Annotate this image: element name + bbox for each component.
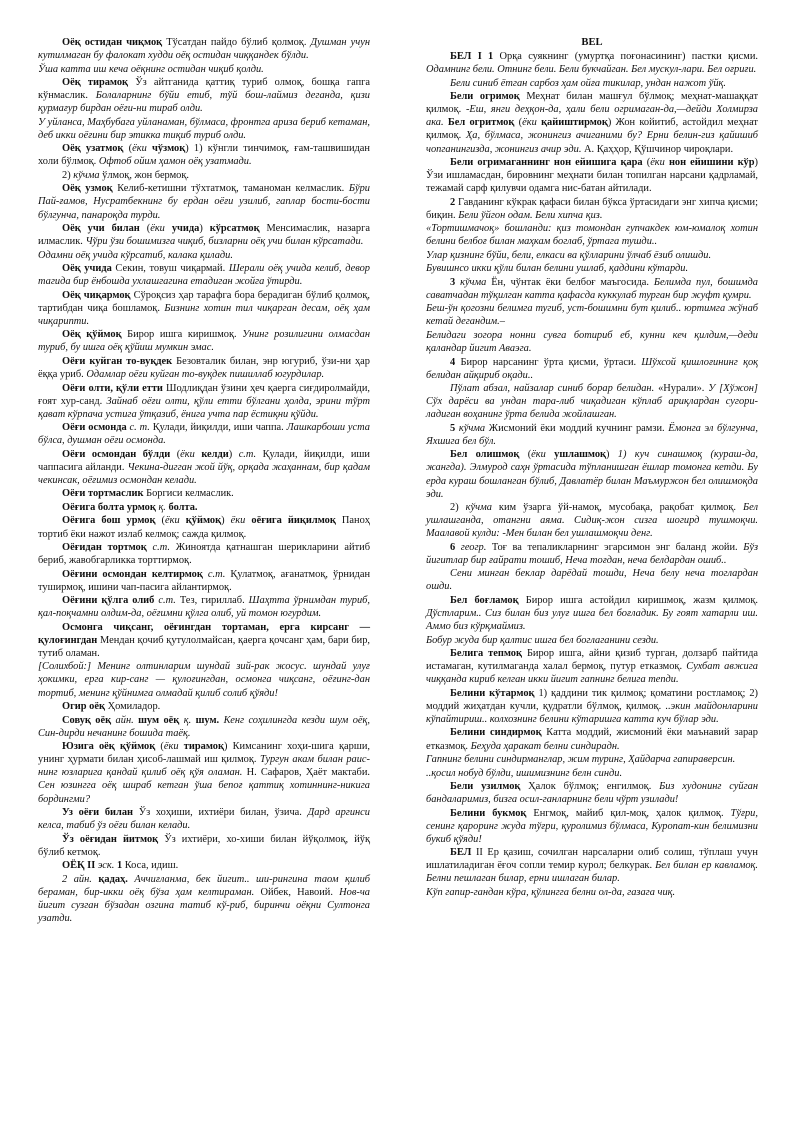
text-run: ) bbox=[228, 448, 239, 460]
italic-text: с. т. bbox=[129, 422, 150, 434]
italic-text: Тўғри, сенинг қароринг жуда тўғри, қуролимиз бўлмаса, Куропат-кин белимизни букиб қўяди! bbox=[426, 807, 758, 845]
text-run: Қулатмоқ, ағанатмоқ, ўрнидан туширмоқ, ишини чап-пасига айлантирмоқ. bbox=[38, 568, 370, 593]
italic-text: Болаларнинг бўйи етиб, тўй бош-лаймиз деганда, қизи қурмағур бирдан оёғи-ни тираб олди. bbox=[38, 90, 370, 115]
entry-paragraph bbox=[426, 780, 758, 806]
italic-text: кўчма bbox=[460, 276, 487, 288]
headword: Оёғи осмондан бўлди bbox=[62, 448, 171, 460]
italic-text: Одамлар оёғи куйган то-вуқдек пишиллаб югурдилар. bbox=[86, 369, 325, 381]
headword: Белига тепмоқ bbox=[450, 648, 522, 660]
headword: Оёқ учи билан bbox=[62, 223, 140, 235]
entry-paragraph bbox=[426, 687, 758, 726]
headword: Бел олишмоқ bbox=[450, 449, 520, 461]
italic-text: Беш-ўн қогозни белимга тугиб, уст-бошимни бут қилиб.. юртимга жўнаб кетай дегандим.– bbox=[426, 303, 758, 328]
entry-paragraph bbox=[38, 700, 370, 713]
text-run: Безовталик билан, энр югуриб, ўзи-ни ҳар ёққа уриб. bbox=[38, 355, 370, 381]
italic-text: Аччиғланма, бек йигит.. ши-рингина таом қилиб бераман, бир-икки оёқ бўза ҳам келтираман. bbox=[38, 873, 370, 898]
example-paragraph bbox=[426, 329, 758, 355]
italic-text: Бўри Пай-ғамов, Нусратбекнинг бу ердан оёғи узилиб, гаплар бости-бости бўлгунча, панароқда турди. bbox=[38, 183, 370, 221]
italic-text: Сухбат авжига чиққанда кириб келган икки йигит гапнинг белига тепди. bbox=[426, 661, 758, 686]
headword: қўймоқ bbox=[185, 515, 222, 527]
entry-paragraph bbox=[38, 169, 370, 182]
headword: Белини кўтармоқ bbox=[450, 687, 535, 699]
headword: 1 bbox=[116, 860, 123, 872]
text-run: ) Жон койитиб, астойдил меҳнат қилмоқ. bbox=[426, 117, 758, 142]
text-run: Ойбек, Навоий. bbox=[254, 886, 340, 898]
headword: Бели узилмоқ bbox=[450, 781, 521, 793]
entry-paragraph bbox=[426, 50, 758, 76]
text-run: Ҳомиладор. bbox=[104, 701, 161, 713]
text-run: Қулади, йиқилди, иши чаппасига айланди. bbox=[38, 448, 370, 473]
headword: Оёғи осмонда bbox=[62, 422, 127, 434]
italic-text: Дўстларим.. Сиз билан биз улуғ ишга бел боғладик. Бу гоят хатарли иш. Аммо биз кўрқмаймиз. bbox=[426, 608, 758, 633]
headword: Оёқ қўймоқ bbox=[62, 329, 122, 341]
italic-text: ..қосил нобуд бўлди, ишимизнинг белн синди. bbox=[426, 767, 623, 779]
italic-text: айн. bbox=[115, 714, 134, 726]
italic-text: Бел ушлашганда, отангни аяма. Сидиқ-жон сизга шогирд тушмоқчи. Маалавой кулди: -Мен билан бел ушлашмоқчи денг. bbox=[426, 502, 758, 540]
text-run: Тоғ ва тепаликларнинг эгарсимон энг баланд жойи. bbox=[486, 541, 744, 553]
italic-text: Одамни оёқ учида кўрсатиб, калака қилади. bbox=[38, 249, 233, 261]
text-run: ) Кимсанинг хоҳи-шига қарши, унинг ҳурмати билан ҳисоб-лашмай иш қилмоқ. bbox=[38, 741, 370, 766]
entry-paragraph bbox=[426, 807, 758, 846]
text-run: ) bbox=[199, 223, 210, 235]
italic-text: ёки bbox=[150, 223, 165, 235]
text-run: Жисмоний ёки моддий кучнинг рамзи. bbox=[485, 422, 669, 434]
text-run: Н. Сафаров, Ҳаёт мактаби. bbox=[242, 767, 370, 779]
headword: келди bbox=[201, 448, 229, 460]
entry-paragraph bbox=[38, 568, 370, 594]
entry-paragraph bbox=[426, 382, 758, 421]
text-run: Тез, гириллаб. bbox=[175, 595, 249, 607]
example-paragraph bbox=[426, 302, 758, 328]
italic-text: У [Хўжон] Сўх дарёси ва ундан тара-либ чиқадиган кўплаб ариқлардан сугори-ладиган воҳанинг ўрта белида жойлашган. bbox=[426, 383, 758, 421]
italic-text: Кўп гапир-гандан кўра, қўлингга белни ол-да, газага чиқ. bbox=[426, 886, 676, 898]
entry-paragraph bbox=[38, 262, 370, 288]
entry-paragraph bbox=[426, 276, 758, 302]
italic-text: Белимда пул, бошимда саватчадан тўқилган катта қафасда куккулаб турган бир жуфт қумри. bbox=[426, 276, 758, 301]
text-run: Жиноятда қатнашган шерикларини айтиб бериб, жавобгарликка торттирмоқ. bbox=[38, 541, 370, 567]
text-run: Ўз хоҳиши, ихтиёри билан, ўзича. bbox=[133, 806, 308, 818]
headword: қадаҳ. bbox=[98, 873, 128, 885]
italic-text: с.т. bbox=[158, 595, 176, 607]
entry-paragraph bbox=[38, 289, 370, 328]
headword: Оёқ учида bbox=[62, 263, 112, 275]
text-run: ) bbox=[221, 515, 231, 527]
text-run: Ён, чўнтак ёки белбоғ маъгосида. bbox=[486, 276, 654, 288]
text-run: Боргиси келмаслик. bbox=[143, 488, 234, 500]
italic-text: Сени минган беклар дарёдай тошди, Неча белу неча тоглардан ошди. bbox=[426, 568, 758, 593]
italic-text: Улар қизнинг бўйи, бели, елкаси ва қўлларини ўлчаб ёзиб олишди. bbox=[426, 249, 712, 261]
italic-text: Бобур жуда бир қалтис ишга бел боглаганини сезди. bbox=[426, 634, 659, 646]
italic-text: қ. bbox=[158, 501, 166, 513]
entry-paragraph bbox=[38, 621, 370, 660]
example-paragraph bbox=[38, 660, 370, 699]
italic-text: кўчма bbox=[465, 502, 492, 514]
entry-paragraph bbox=[38, 740, 370, 805]
entry-paragraph bbox=[38, 501, 370, 514]
italic-text: Пўлат абзал, найзалар синиб борар белидан. bbox=[450, 383, 655, 395]
entry-paragraph bbox=[38, 594, 370, 620]
italic-text: Одамнинг бели. Отнинг бели. Бели букчайган. Бел мускул-лари. Бел оғриғи. bbox=[426, 64, 757, 76]
text-run: Катта моддий, жисмоний ёки маънавий зарар етказмоқ. bbox=[426, 727, 758, 752]
italic-text: ёки bbox=[132, 143, 147, 155]
entry-paragraph bbox=[426, 422, 758, 448]
text-run: Паноҳ тортиб ёки нажот излаб келмоқ; сажда қилмоқ. bbox=[38, 515, 370, 540]
example-paragraph bbox=[426, 767, 758, 780]
right-column bbox=[426, 36, 758, 899]
italic-text: Бели синиб ётган сарбоз ҳам ойға тикилар, ундан нажот ўйқ. bbox=[450, 77, 726, 89]
headword: Уз оёғи билан bbox=[62, 806, 134, 818]
italic-text: Бувишнсо икки қўли билан белини ушлаб, қаддини кўтарди. bbox=[426, 263, 689, 275]
entry-paragraph bbox=[38, 714, 370, 740]
headword: Оёғини қўлга олиб bbox=[62, 595, 155, 607]
headword: Оёқ чиқармоқ bbox=[62, 289, 131, 301]
headword: кўрсатмоқ bbox=[209, 223, 260, 235]
italic-text: Офтоб ойим ҳамон оёқ узатмади. bbox=[98, 156, 252, 168]
text-run bbox=[165, 223, 172, 234]
italic-text: «Тортишмачоқ» бошланди: қиз томондан гупчакдек юм-юмалоқ хотин белини белбоғ билан маҳкам боглаб, ўртага тушди.. bbox=[426, 223, 758, 248]
text-run: ўлмоқ, жон бермоқ. bbox=[99, 169, 190, 181]
entry-paragraph bbox=[38, 222, 370, 248]
entry-paragraph bbox=[426, 156, 758, 195]
section-heading: BEL bbox=[581, 37, 603, 48]
text-run: «Нурали». bbox=[654, 383, 709, 395]
italic-text: эск. bbox=[97, 860, 115, 872]
italic-text: У уйланса, Маҳбубага уйланаман, бўлмаса, фронтга ариза бериб кетаман, деб икки оёғини бир этикка тиқиб туриб олди. bbox=[38, 116, 370, 141]
text-run: Коса, идиш. bbox=[122, 860, 179, 872]
entry-paragraph bbox=[38, 76, 370, 115]
text-run: Ўз ихтиёри, хо-хиши билан йўқолмоқ, йўқ бўлиб кетмоқ. bbox=[38, 833, 371, 858]
entry-paragraph bbox=[426, 501, 758, 540]
text-run: Қулади, йиқилди, иши чаппа. bbox=[149, 422, 287, 434]
text-run: Сўроқсиз ҳар тарафга бора берадиган бўлиб қолмоқ, тартибдан чиқа бошламоқ. bbox=[38, 289, 370, 314]
headword: шум оёқ bbox=[138, 714, 180, 726]
italic-text: ёки bbox=[180, 448, 195, 460]
headword: Оёқ узмоқ bbox=[62, 183, 113, 195]
text-run: Келиб-кетишни тўхтатмоқ, таманоман келмаслик. bbox=[112, 183, 349, 195]
entry-paragraph bbox=[38, 355, 370, 381]
italic-text: Тургун акам билан раис-нинг юзларига қандай қилиб оёқ қўя оламан. bbox=[38, 754, 370, 779]
headword: Бели огримаганнинг нон ейишига қара bbox=[450, 157, 643, 169]
example-paragraph bbox=[426, 634, 758, 647]
italic-text: Бел билан ер кавламоқ. Белни пешлаган билар, ерни ишлаган билар. bbox=[426, 860, 758, 885]
entry-paragraph bbox=[38, 382, 370, 421]
entry-paragraph bbox=[38, 182, 370, 221]
italic-text: Зайнаб оёғи олти, қўли етти бўлгани ҳолда, эрини тўрт қават кўрпача устига ўтқазиб, ёнига учта пар ёстиқни қўйди. bbox=[38, 395, 370, 420]
headword: 6 bbox=[450, 541, 456, 553]
text-run: ( bbox=[155, 741, 164, 753]
text-run bbox=[546, 449, 554, 460]
headword: Оёғи тортмаслик bbox=[62, 488, 144, 500]
entry-paragraph bbox=[426, 846, 758, 885]
example-paragraph bbox=[426, 249, 758, 262]
entry-paragraph bbox=[426, 541, 758, 567]
italic-text: айн. bbox=[73, 873, 92, 885]
text-run: Меҳнат билан машғул бўлмоқ; меҳнат-машаққат қилмоқ. bbox=[426, 91, 759, 116]
entry-paragraph bbox=[38, 421, 370, 447]
text-run: Ҳалок бўлмоқ; енгилмоқ. bbox=[520, 781, 660, 793]
text-run: Тўсатдан пайдо бўлиб қолмоқ. bbox=[162, 37, 311, 48]
headword: Белини букмоқ bbox=[450, 807, 527, 819]
italic-text: Ёмонга эл бўлгунча, Яхшига бел бўл. bbox=[426, 422, 758, 447]
example-paragraph bbox=[38, 249, 370, 262]
italic-text: с.т. bbox=[152, 541, 170, 553]
italic-text: Ўша катта иш кеча оёқнинг остидан чиқиб қолди. bbox=[38, 63, 264, 75]
text-run: ким ўзарга ўй-намоқ, мусобақа, рақобат қилмоқ. bbox=[491, 502, 743, 514]
italic-text: Шаҳтта ўрнимдан туриб, қал-поқчамни олдим-да, оёғимни қўлга олиб, уй томон югурдим. bbox=[38, 595, 370, 620]
entry-paragraph bbox=[38, 873, 370, 925]
italic-text: Биз худонинг суйган бандаларимиз, бизга осил-ганларнинг бели чўрт узилади! bbox=[426, 781, 758, 806]
italic-text: с.т. bbox=[207, 568, 226, 580]
headword: БЕЛ I 1 bbox=[450, 51, 494, 63]
headword: Юзига оёқ қўймоқ bbox=[62, 741, 156, 753]
italic-text: Бўз йигитлар бир ғайрати тошиб, Неча тоғдан, неча белдардан ошиб.. bbox=[426, 541, 758, 566]
italic-text: Чекина-дигган жой йўқ, орқада жаҳаннам, бир қадам чекинсак, оёғимиз осмондан келади. bbox=[38, 461, 370, 486]
text-run: ( bbox=[123, 143, 133, 155]
text-run: Гавданинг кўкрак қафаси билан бўкса ўртасидаги энг хипча қисми; биқин. bbox=[426, 196, 758, 221]
headword: учида bbox=[171, 223, 200, 235]
headword: Оёғига болта урмоқ bbox=[62, 501, 156, 513]
entry-paragraph bbox=[38, 142, 370, 168]
headword: 4 bbox=[450, 356, 456, 368]
text-run: Орқа суякнинг (умуртқа поғонасининг) пастки қисми. bbox=[493, 51, 758, 63]
entry-paragraph bbox=[38, 833, 370, 859]
text-run: Мендан қочиб қутулолмайсан, қаерга қочсанг ҳам, бари бир, тутиб оламан. bbox=[38, 634, 370, 659]
text-run: ( bbox=[642, 157, 651, 169]
italic-text: кўчма bbox=[73, 169, 100, 181]
headword: Белини синдирмоқ bbox=[450, 727, 542, 739]
text-run: Енгмоқ, майиб қил-моқ, ҳалок қилмоқ. bbox=[526, 807, 731, 819]
example-paragraph bbox=[426, 222, 758, 248]
text-run: 2) bbox=[450, 502, 466, 514]
example-paragraph bbox=[38, 63, 370, 76]
text-run: ( bbox=[139, 223, 151, 235]
entry-paragraph bbox=[38, 328, 370, 354]
italic-text: Нов-ча йигит сузган бўзадан озгина татиб кў-риб, биринчи оёқни Султонга узатди. bbox=[38, 886, 370, 924]
text-run: Бирор ишга, айни қизиб турган, долзарб пайтида истамаган, кутилмаганда халал бермоқ, путур етказмоқ. bbox=[426, 648, 758, 673]
example-paragraph bbox=[38, 116, 370, 142]
text-run: Ўз айтганида қаттиқ туриб олмоқ, бошқа гапга кўнмаслик. bbox=[38, 77, 371, 102]
italic-text: Бизнинг хотин тил чиқарган десам, оёқ ҳам чиқарипти. bbox=[38, 302, 370, 327]
headword: ОЁҚ II bbox=[62, 860, 96, 872]
headword: Огир оёқ bbox=[62, 701, 105, 713]
text-run: II Ер қазиш, сочилган нарсаларни олиб солиш, тўплаш учун ишлатиладиган ёғоч сопли темир курол; белкурак. bbox=[426, 847, 758, 872]
italic-text: қ. bbox=[183, 714, 192, 726]
headword: Осмонга чиқсанг, оёғингдан тортаман, ерга кирсанг — қулоғингдан bbox=[38, 621, 370, 646]
headword: Совуқ оёқ bbox=[62, 714, 112, 726]
entry-paragraph bbox=[426, 594, 758, 633]
italic-text: Лашкарбоши уста бўлса, душман оёғи осмонда. bbox=[38, 422, 370, 447]
entry-paragraph bbox=[426, 448, 758, 500]
italic-text: ёки bbox=[522, 117, 537, 129]
text-run: 1) қаддини тик қилмоқ; қоматини ростламоқ; 2) моддий жиҳатдан кучли, қудратли бўлмоқ, қилмоқ. bbox=[426, 687, 758, 712]
left-column bbox=[38, 36, 370, 925]
text-run: ) 1) кўнгли тинчимоқ, ғам-ташвишидан холи бўлмоқ. bbox=[38, 143, 370, 168]
entry-paragraph bbox=[426, 77, 758, 90]
italic-text: ёки bbox=[165, 515, 180, 527]
entry-paragraph bbox=[38, 36, 370, 62]
text-run: Шодлиқдан ўзини ҳеч қаерга сиғдиролмайди, ғоят хур-санд. bbox=[38, 382, 370, 407]
headword: Ўз оёғидан йитмоқ bbox=[62, 833, 159, 845]
italic-text: ёки bbox=[163, 741, 179, 753]
entry-paragraph bbox=[426, 356, 758, 382]
headword: ушлашмоқ bbox=[554, 449, 607, 461]
text-run: Менсимаслик, назарга илмаслик. bbox=[38, 223, 370, 248]
text-run: Секин, товуш чиқармай. bbox=[111, 263, 229, 275]
text-run: ) bbox=[606, 449, 618, 461]
italic-text: Чўри ўзи бошимизга чиқиб, бизларни оёқ учи билан кўрсатади. bbox=[85, 236, 364, 248]
entry-paragraph bbox=[426, 90, 758, 155]
entry-paragraph bbox=[38, 487, 370, 500]
italic-text: Бели ўйгон одам. Бели хипча қиз. bbox=[458, 209, 603, 221]
italic-text: Гапнинг белини синдирманглар, жим туринг, Ҳайдарча гапираверсин. bbox=[426, 754, 736, 766]
right-column-body bbox=[426, 50, 758, 899]
entry-paragraph bbox=[38, 514, 370, 540]
italic-text: Душман учун кутилмаган бу фалокат худди оёқ остидан чиққандек бўлди. bbox=[38, 37, 371, 62]
headword: Оёғи куйган то-вуқдек bbox=[62, 355, 173, 367]
headword: Бели огримоқ bbox=[450, 91, 520, 103]
italic-text: Ҳа, бўлмаса, жонингиз ачиганими бу? Ерни белин-гиз қайишиб чопганингизда, жонингиз ачир эди. bbox=[426, 130, 758, 155]
headword: 5 bbox=[450, 422, 456, 434]
italic-text: [Солихбой:] Менинг олтинларим шундай зий-рак жосус. шундай улуғ ҳокимки, ерга кир-санг — қулоғингдан, осмонга чиқсанг, оёғинг-дан тортиб, менинг қўйнимга олмадай қилиб солиб қўяди! bbox=[38, 661, 370, 699]
text-run: Бирор ишга киришмоқ. bbox=[121, 329, 243, 341]
entry-paragraph bbox=[426, 726, 758, 752]
headword: Оёғидан тортмоқ bbox=[62, 541, 147, 553]
text-run: ( bbox=[155, 515, 166, 527]
headword: оёғига йиқилмоқ bbox=[251, 515, 336, 527]
italic-text: Сен юзингга оёқ шираб кетган ўша бепоғ қаттиқ хотиннинг-никига бордингми? bbox=[38, 780, 370, 805]
text-run: Бирор нарсанинг ўрта қисми, ўртаси. bbox=[455, 356, 642, 368]
example-paragraph bbox=[426, 262, 758, 275]
text-run: 2) bbox=[62, 169, 74, 181]
text-run: ( bbox=[514, 117, 523, 129]
headword: Бел боғламоқ bbox=[450, 594, 519, 606]
example-paragraph bbox=[426, 753, 758, 766]
italic-text: кўчма bbox=[458, 422, 486, 434]
italic-text: Шерали оёқ учида келиб, девор тагида бир ёнбошда ухлашгагина етадиган жойга ўтирди. bbox=[38, 263, 370, 288]
headword: тирамоқ bbox=[183, 741, 224, 753]
headword: 2 bbox=[450, 196, 456, 208]
entry-paragraph bbox=[38, 448, 370, 487]
entry-paragraph bbox=[38, 859, 370, 872]
italic-text: ёки bbox=[230, 515, 246, 527]
text-run: ( bbox=[170, 448, 181, 460]
example-paragraph bbox=[426, 886, 758, 899]
entry-paragraph bbox=[426, 567, 758, 593]
entry-paragraph bbox=[426, 196, 758, 222]
text-run: А. Қаҳҳор, Қўшчинор чироқлари. bbox=[581, 143, 734, 155]
italic-text: -Еш, янги деҳқон-да, ҳали бели огримаган-да,—дейди Холмирза ака. bbox=[426, 104, 759, 129]
headword: шум. bbox=[195, 714, 220, 726]
headword: Бел огритмоқ bbox=[447, 117, 515, 129]
italic-text: ёки bbox=[650, 157, 665, 169]
italic-text: ёки bbox=[531, 449, 546, 461]
italic-text: 1) куч синашмоқ (кураш-да, жангда). Элмурод саҳн ўртасида тўпланишган ёшлар томонга кетди. Бу ерда кураш бошланган бўлиб, Давлатёр билан Маъмуржон бел олишмоқда эди. bbox=[426, 449, 759, 500]
italic-text: Дард аргинси келса, табиб ўз оёғи билан келади. bbox=[38, 806, 370, 832]
italic-text: ..экин майдонларини кўпайтириш.. колхознинг белини кўтаришга катта куч бўлар эди. bbox=[426, 700, 758, 725]
headword: қайиштирмоқ bbox=[541, 117, 608, 129]
italic-text: Кенг соҳилингда кезди шум оёқ, Син-дирди нечанинг бошида таёқ. bbox=[38, 714, 370, 739]
headword: Оёғига бош урмоқ bbox=[62, 515, 156, 527]
headword: Оёқ тирамоқ bbox=[62, 77, 129, 89]
italic-text: Шўхсой қишлоғининг қоқ белидан айқириб оқади.. bbox=[426, 356, 758, 381]
headword: Оёқ остидан чиқмоқ bbox=[62, 37, 163, 48]
italic-text: 2 bbox=[62, 873, 74, 885]
headword: БЕЛ bbox=[450, 847, 472, 859]
headword: Оёғини осмондан келтирмоқ bbox=[62, 568, 203, 580]
text-run: Бирор ишга астойдил киришмоқ, жазм қилмоқ. bbox=[518, 594, 759, 606]
italic-text: Унинг розилигини олмасдан туриб, бу ишга оёқ қўйиш мумкин эмас. bbox=[38, 329, 371, 354]
text-run: ( bbox=[519, 449, 532, 461]
headword: Оёқ узатмоқ bbox=[62, 143, 124, 155]
entry-paragraph bbox=[426, 647, 758, 686]
headword: Оёғи олти, қўли етти bbox=[62, 382, 163, 394]
headword: 3 bbox=[450, 276, 456, 288]
italic-text: с.т. bbox=[238, 448, 257, 460]
headword: нон ейишини кўр bbox=[668, 157, 755, 169]
text-run: ) Ўзи ишламасдан, бировнинг меҳнати билан топилган нарсани қадрламай, тежамай сарф қилувчи одамга нис-батан айтилади. bbox=[426, 157, 758, 195]
headword: чўзмоқ bbox=[151, 143, 186, 155]
italic-text: Белидаги зогора нонни сувга ботириб еб, кунни кеч қилдим,—деди қаландар йигит Аваэга. bbox=[426, 329, 758, 355]
italic-text: Беҳуда ҳаракат белни синдирадн. bbox=[470, 740, 620, 752]
entry-paragraph bbox=[38, 541, 370, 567]
headword: болта. bbox=[168, 501, 198, 513]
italic-text: геогр. bbox=[460, 541, 487, 553]
entry-paragraph bbox=[38, 806, 370, 832]
